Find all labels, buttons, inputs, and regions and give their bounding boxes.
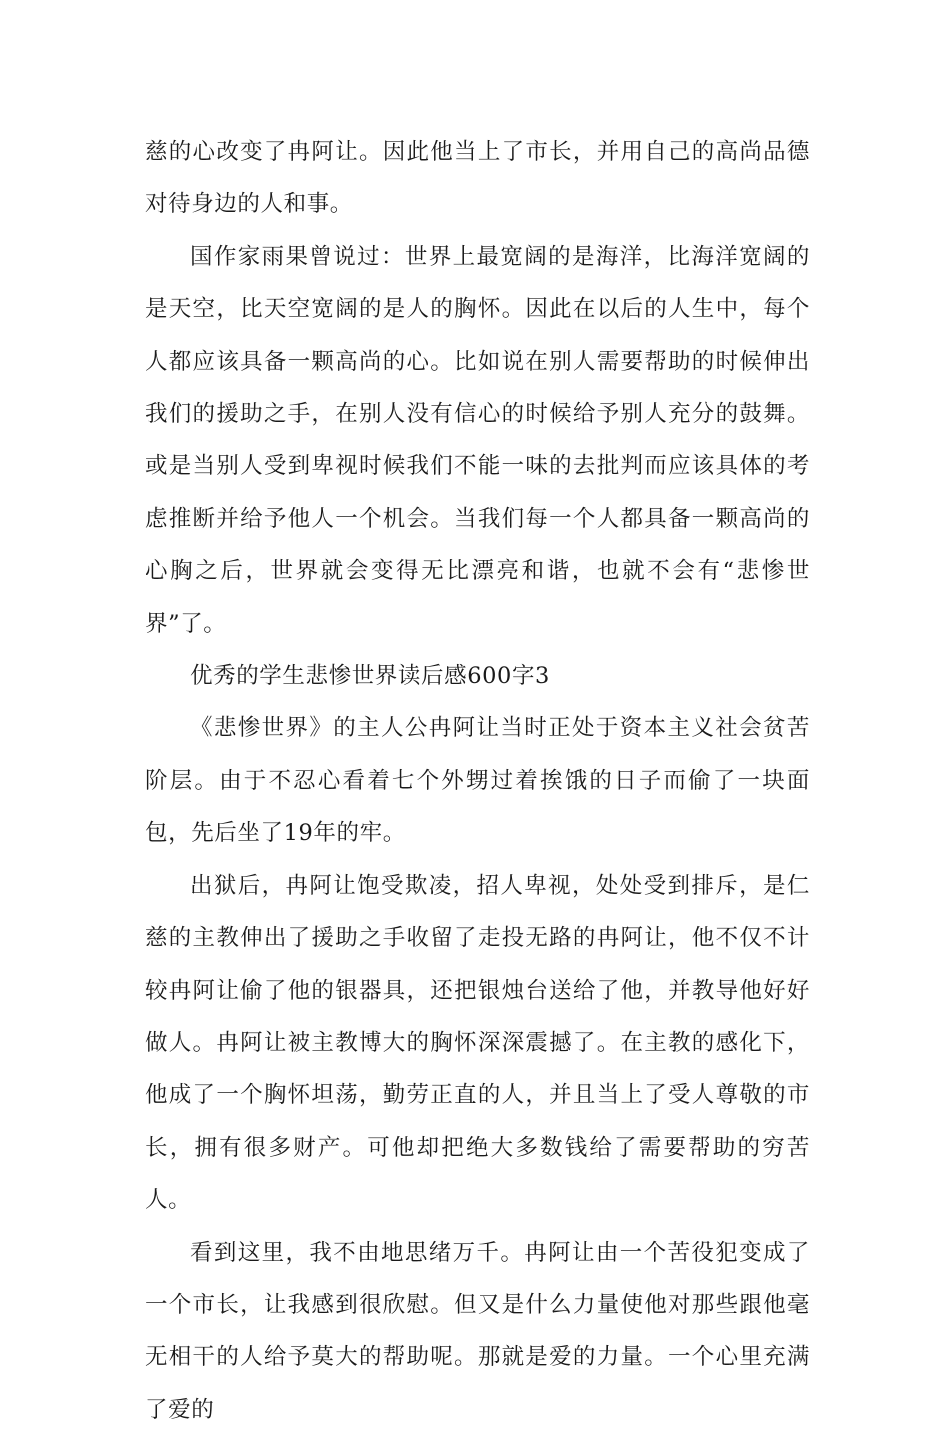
document-body — [145, 126, 810, 1436]
paragraph-3: 《悲惨世界》的主人公冉阿让当时正处于资本主义社会贫苦阶层。由于不忍心看着七个外甥过着挨饿的日子而偷了一块面包，先后坐了19年的牢。 — [145, 715, 810, 847]
section-heading: 优秀的学生悲惨世界读后感600字3 — [190, 663, 550, 690]
paragraph-2: 国作家雨果曾说过：世界上最宽阔的是海洋，比海洋宽阔的是天空，比天空宽阔的是人的胸怀。因此在以后的人生中，每个人都应该具备一颗高尚的心。比如说在别人需要帮助的时候伸出我们的援助之手，在别人没有信心的时候给予别人充分的鼓舞。或是当别人受到卑视时候我们不能一味的去批判而应该具体的考虑推断并给予他人一个机会。当我们每一个人都具备一颗高尚的心胸之后，世界就会变得无比漂亮和谐，也就不会有“悲惨世界”了。 — [145, 243, 810, 637]
paragraph-4: 出狱后，冉阿让饱受欺凌，招人卑视，处处受到排斥，是仁慈的主教伸出了援助之手收留了走投无路的冉阿让，他不仅不计较冉阿让偷了他的银器具，还把银烛台送给了他，并教导他好好做人。冉阿让被主教博大的胸怀深深震撼了。在主教的感化下，他成了一个胸怀坦荡，勤劳正直的人，并且当上了受人尊敬的市长，拥有很多财产。可他却把绝大多数钱给了需要帮助的穷苦人。 — [145, 872, 810, 1214]
paragraph-1: 慈的心改变了冉阿让。因此他当上了市长，并用自己的高尚品德对待身边的人和事。 — [145, 139, 810, 218]
paragraph-5: 看到这里，我不由地思绪万千。冉阿让由一个苦役犯变成了一个市长，让我感到很欣慰。但又是什么力量使他对那些跟他毫无相干的人给予莫大的帮助呢。那就是爱的力量。一个心里充满了爱的 — [145, 1239, 810, 1423]
